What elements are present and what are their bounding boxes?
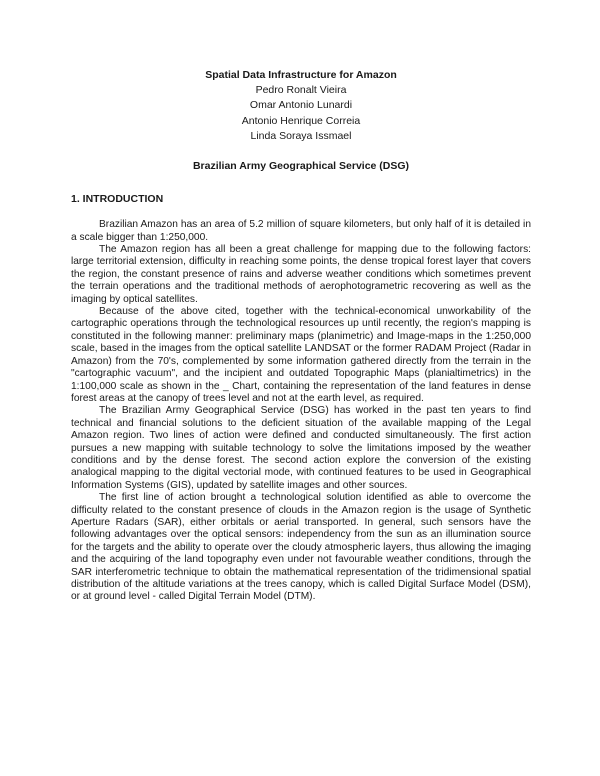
- section-heading: 1. INTRODUCTION: [71, 193, 164, 206]
- author-4: Linda Soraya Issmael: [250, 129, 352, 142]
- paragraph-2: The Amazon region has all been a great challenge for mapping due to the following factors: large territorial extension, difficulty in reaching some points, the dense tropical forest layer that covers the region, the constant presence of rains and adverse weather conditions which sometimes prevent the terrain operations and the traditional methods of aerophotogrametric recovering as well as the imaging by optical satellites.: [71, 244, 531, 305]
- paragraph-3: Because of the above cited, together with the technical-economical unworkability of the cartographic operations through the technological resources up until recently, the region's mapping is constituted in the following manner: preliminary maps (planimetric) and Image-maps in the 1:250,000 scale, based in the images from the optical satellite LANDSAT or the former RADAM Project (Radar in Amazon) from the 70's, complemented by some information gathered directly from the terrain in the "cartographic vacuum", and the incipient and outdated Topographic Maps (planialtimetrics) in the 1:100,000 scale as shown in the _ Chart, containing the representation of the land features in dense forest areas at the canopy of trees level and not at the earth level, as required.: [71, 306, 531, 404]
- author-1: Pedro Ronalt Vieira: [255, 84, 347, 97]
- paragraph-4: The Brazilian Army Geographical Service (DSG) has worked in the past ten years to find technical and financial solutions to the deficient situation of the available mapping of the Legal Amazon region. Two lines of action were defined and conducted simultaneously. The first action pursues a new mapping with suitable technology to solve the limitations imposed by the weather conditions and by the dense forest. The second action explore the conversion of the existing analogical mapping to the digital vectorial mode, with continued features to be used in Geographical Information Systems (GIS), updated by satellite images and other sources.: [71, 405, 531, 491]
- paper-title: Spatial Data Infrastructure for Amazon: [205, 69, 397, 81]
- paragraph-5: The first line of action brought a technological solution identified as able to overcome the difficulty related to the constant presence of clouds in the Amazon region is the usage of Synthetic Aperture Radars (SAR), either orbitals or aerial transported. In general, such sensors have the following advantages over the optical sensors: independency from the sun as an illumination source for the targets and the ability to operate over the cloudy atmospheric layers, thus allowing the imaging and the acquiring of the land topography even under not favourable weather conditions, through the SAR interferometric technique to obtain the mathematical representation of the tridimensional spatial distribution of the altitude variations at the trees canopy, which is called Digital Surface Model (DSM), or at ground level - called Digital Terrain Model (DTM).: [71, 492, 531, 603]
- author-3: Antonio Henrique Correia: [241, 114, 361, 127]
- paragraph-1: Brazilian Amazon has an area of 5.2 million of square kilometers, but only half of it is detailed in a scale bigger than 1:250,000.: [71, 219, 531, 243]
- document-page: [71, 68, 531, 604]
- author-2: Omar Antonio Lunardi: [249, 99, 353, 112]
- organization: Brazilian Army Geographical Service (DSG): [192, 160, 410, 173]
